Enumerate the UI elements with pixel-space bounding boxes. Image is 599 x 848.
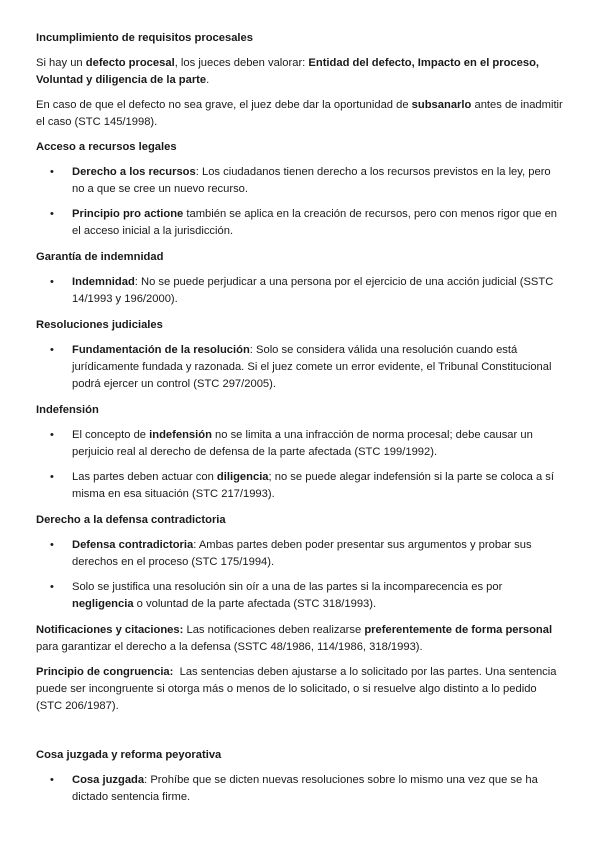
list-indemnidad bbox=[36, 274, 564, 308]
bullet-icon: • bbox=[50, 429, 54, 441]
bullet-icon: • bbox=[50, 276, 54, 288]
bullet-icon: • bbox=[50, 581, 54, 593]
bullet-icon: • bbox=[50, 774, 54, 786]
paragraph-defecto-procesal: Si hay un defecto procesal, los jueces deben valorar: Entidad del defecto, Impacto en el proceso, Voluntad y diligencia de la parte. bbox=[36, 57, 540, 86]
list-item: • Principio pro actione también se aplica en la creación de recursos, pero con menos rigor que en el acceso inicial a la jurisdicción. bbox=[50, 208, 558, 237]
list-acceso-recursos bbox=[36, 164, 564, 240]
bullet-icon: • bbox=[50, 471, 54, 483]
heading-indefension: Indefensión bbox=[36, 404, 99, 416]
bullet-icon: • bbox=[50, 208, 54, 220]
list-indefension bbox=[36, 427, 564, 503]
list-item: • Cosa juzgada: Prohíbe que se dicten nuevas resoluciones sobre lo mismo una vez que se ha dictado sentencia firme. bbox=[50, 774, 538, 803]
bullet-icon: • bbox=[50, 344, 54, 356]
list-item: • Derecho a los recursos: Los ciudadanos tienen derecho a los recursos previstos en la ley, pero no a que se cree un nuevo recurso. bbox=[50, 166, 551, 195]
bullet-icon: • bbox=[50, 539, 54, 551]
heading-defensa-contradictoria: Derecho a la defensa contradictoria bbox=[36, 514, 226, 526]
heading-acceso-recursos: Acceso a recursos legales bbox=[36, 141, 177, 153]
paragraph-congruencia: Principio de congruencia: Las sentencias deben ajustarse a lo solicitado por las partes. Una sentencia puede ser incongruente si otorga más o menos de lo solicitado, o si resuelve algo distinto a lo pedido (STC 206/1987). bbox=[36, 666, 560, 712]
list-item: • Solo se justifica una resolución sin oír a una de las partes si la incomparecencia es por negligencia o voluntad de la parte afectada (STC 318/1993). bbox=[50, 581, 503, 610]
heading-indemnidad: Garantía de indemnidad bbox=[36, 251, 164, 263]
list-defensa-contradictoria bbox=[36, 537, 564, 613]
bullet-icon: • bbox=[50, 166, 54, 178]
list-item: • Indemnidad: No se puede perjudicar a una persona por el ejercicio de una acción judicial (SSTC 14/1993 y 196/2000). bbox=[50, 276, 554, 305]
heading-cosa-juzgada: Cosa juzgada y reforma peyorativa bbox=[36, 749, 222, 761]
list-cosa-juzgada bbox=[36, 772, 564, 806]
list-item: • El concepto de indefensión no se limita a una infracción de norma procesal; debe causar un perjuicio real al derecho de defensa de la parte afectada (STC 199/1992). bbox=[50, 429, 533, 458]
paragraph-subsanar: En caso de que el defecto no sea grave, el juez debe dar la oportunidad de subsanarlo antes de inadmitir el caso (STC 145/1998). bbox=[36, 99, 563, 128]
heading-incumplimiento: Incumplimiento de requisitos procesales bbox=[36, 32, 253, 44]
paragraph-notificaciones: Notificaciones y citaciones: Las notificaciones deben realizarse preferentemente de forma personal para garantizar el derecho a la defensa (SSTC 48/1986, 114/1986, 318/1993). bbox=[36, 624, 553, 653]
list-item: • Defensa contradictoria: Ambas partes deben poder presentar sus argumentos y probar sus derechos en el proceso (STC 175/1994). bbox=[50, 539, 532, 568]
list-item: • Las partes deben actuar con diligencia; no se puede alegar indefensión si la parte se coloca a sí misma en esa situación (STC 217/1993). bbox=[50, 471, 554, 500]
list-item: • Fundamentación de la resolución: Solo se considera válida una resolución cuando está jurídicamente fundada y razonada. Si el juez comete un error evidente, el Tribunal Constitucional podrá ejercer un control (STC 297/2005). bbox=[50, 344, 552, 390]
spacer bbox=[36, 723, 564, 747]
list-resoluciones bbox=[36, 342, 564, 393]
document-page bbox=[36, 30, 564, 815]
heading-resoluciones: Resoluciones judiciales bbox=[36, 319, 163, 331]
